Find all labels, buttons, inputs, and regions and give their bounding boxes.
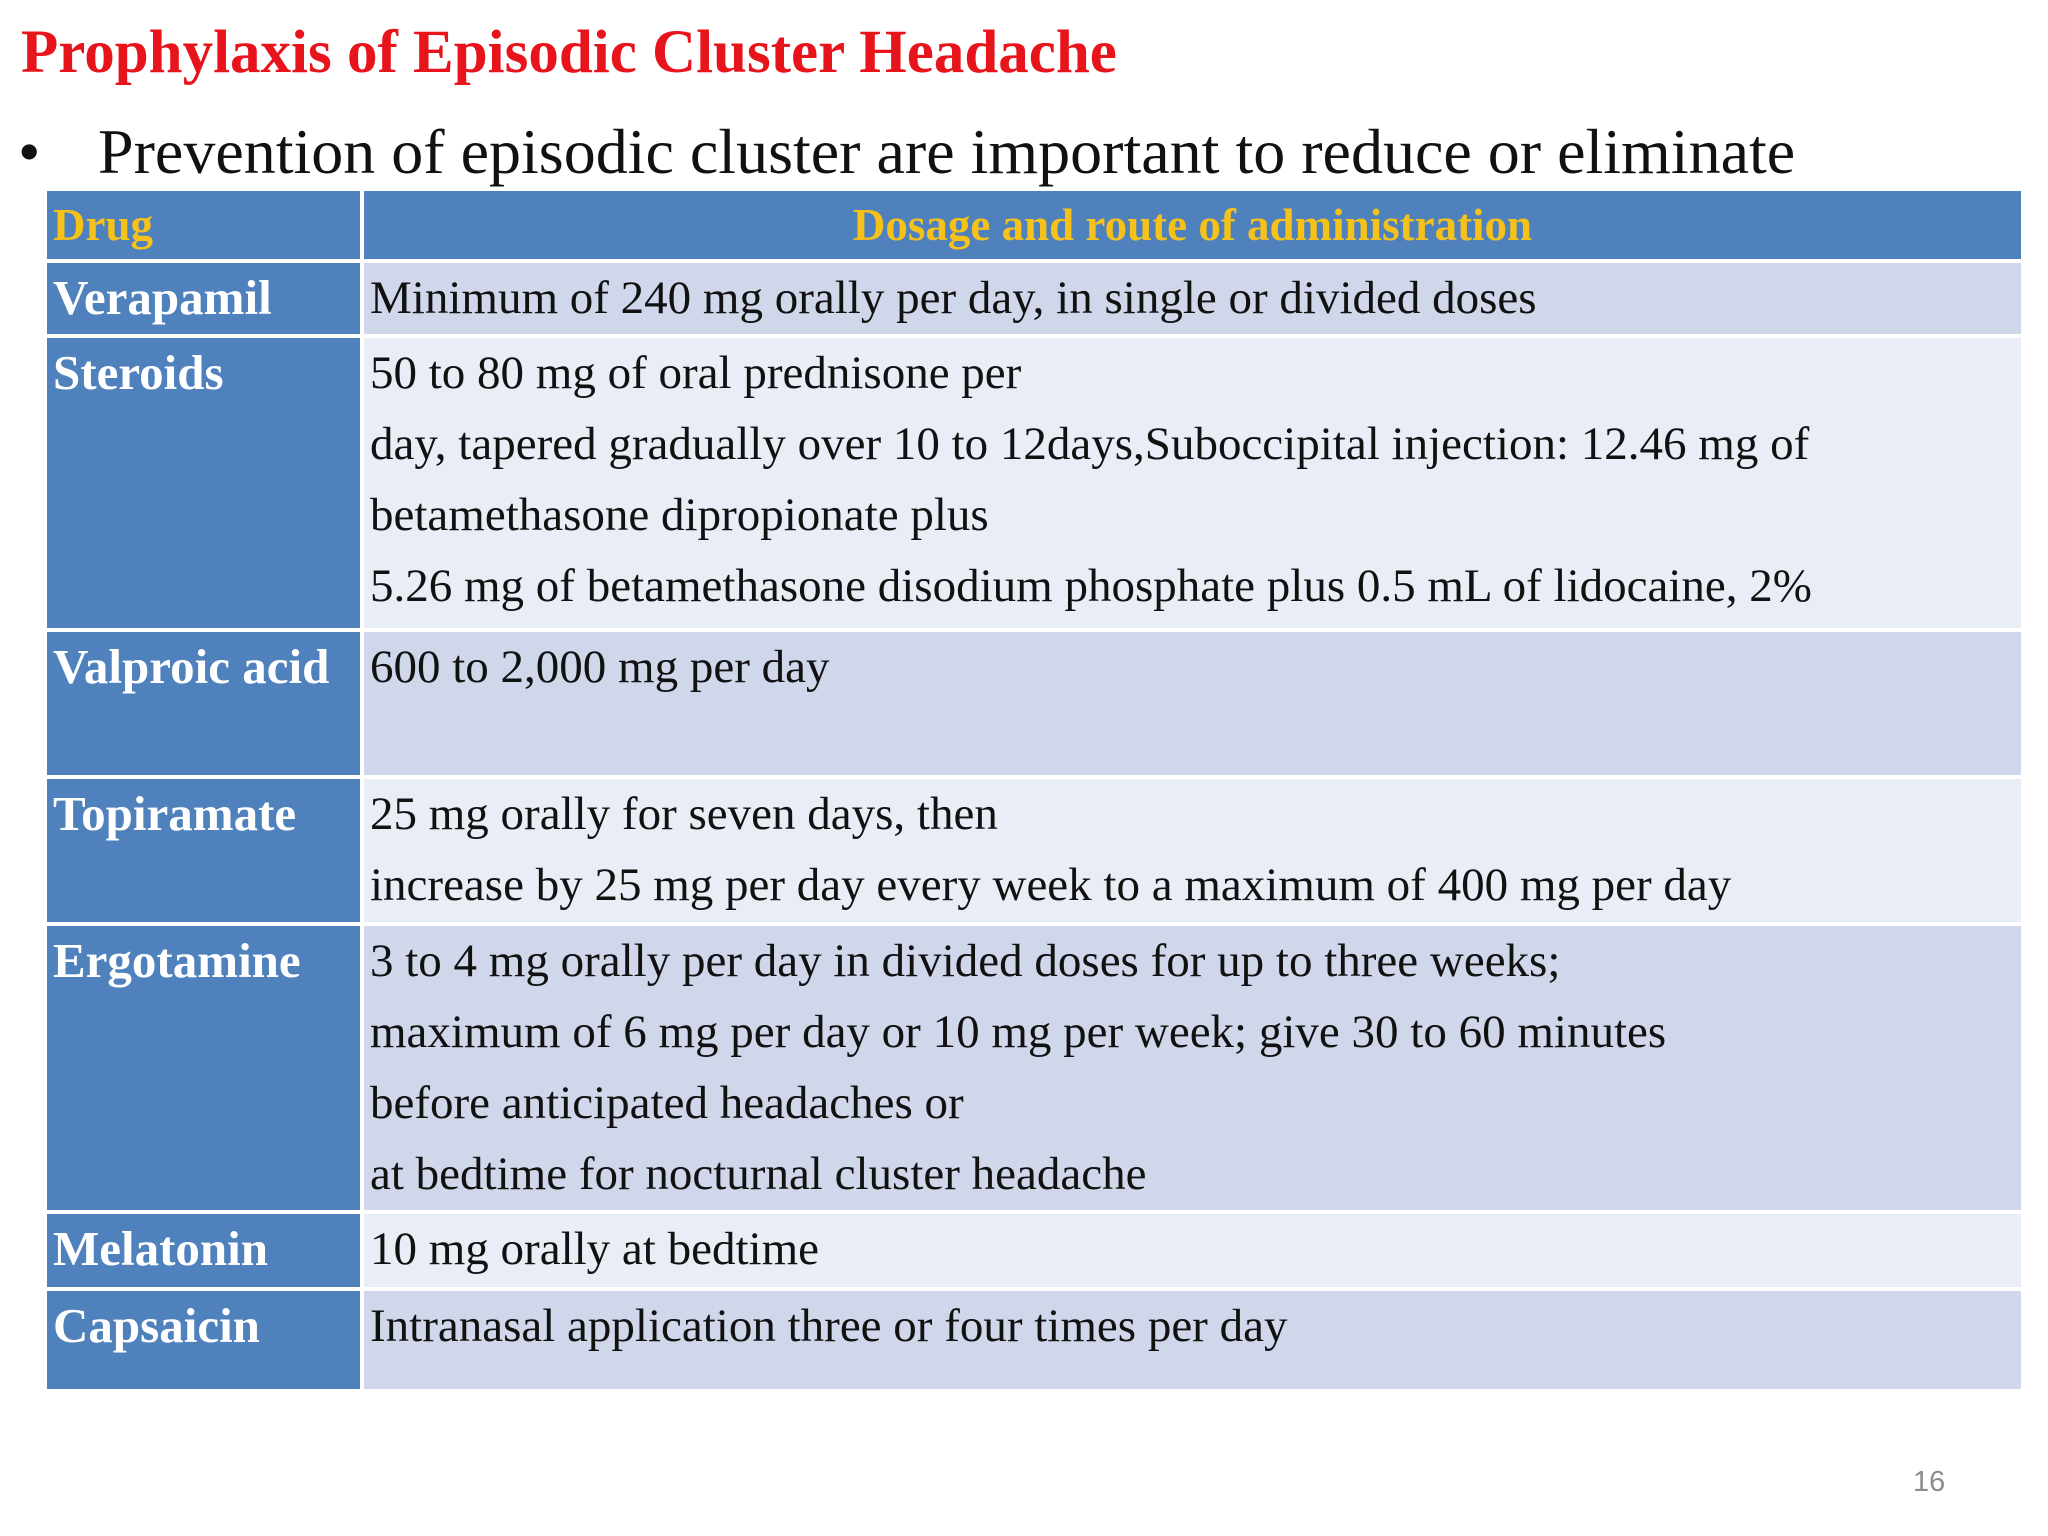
drug-name-cell: Topiramate bbox=[45, 777, 362, 924]
slide-title: Prophylaxis of Episodic Cluster Headache bbox=[21, 19, 1117, 86]
dosage-cell: 600 to 2,000 mg per day bbox=[362, 630, 2023, 777]
drug-name-cell: Valproic acid bbox=[45, 630, 362, 777]
dosage-cell: 3 to 4 mg orally per day in divided doses for up to three weeks; maximum of 6 mg per day or 10 mg per week; give 30 to 60 minutes before anticipated headaches or at bedtime for nocturnal cluster headache bbox=[362, 924, 2023, 1212]
dosage-cell: Minimum of 240 mg orally per day, in single or divided doses bbox=[362, 261, 2023, 336]
drug-name-cell: Verapamil bbox=[45, 261, 362, 336]
dosage-cell: 10 mg orally at bedtime bbox=[362, 1212, 2023, 1289]
bullet-item bbox=[18, 110, 1795, 194]
drug-name-cell: Capsaicin bbox=[45, 1289, 362, 1391]
dosage-cell: Intranasal application three or four times per day bbox=[362, 1289, 2023, 1391]
dosage-cell: 25 mg orally for seven days, then increase by 25 mg per day every week to a maximum of 400 mg per day bbox=[362, 777, 2023, 924]
header-drug: Drug bbox=[45, 189, 362, 261]
table-row-topiramate bbox=[45, 777, 2023, 924]
table-row-valproic-acid bbox=[45, 630, 2023, 777]
dosage-cell: 50 to 80 mg of oral prednisone per day, tapered gradually over 10 to 12days,Suboccipital injection: 12.46 mg of betamethasone dipropionate plus 5.26 mg of betamethasone disodium phosphate plus 0.5 mL of lidocaine, 2% bbox=[362, 336, 2023, 630]
drug-dosage-table bbox=[43, 187, 2025, 1393]
drug-name-cell: Ergotamine bbox=[45, 924, 362, 1212]
page-number: 16 bbox=[1913, 1466, 1946, 1498]
bullet-text: Prevention of episodic cluster are important to reduce or eliminate bbox=[98, 116, 1796, 187]
table-row-steroids bbox=[45, 336, 2023, 630]
table-row-verapamil bbox=[45, 261, 2023, 336]
drug-name-cell: Melatonin bbox=[45, 1212, 362, 1289]
table-row-capsaicin bbox=[45, 1289, 2023, 1391]
table-header-row bbox=[45, 189, 2023, 261]
header-dosage: Dosage and route of administration bbox=[362, 189, 2023, 261]
table-row-melatonin bbox=[45, 1212, 2023, 1289]
drug-name-cell: Steroids bbox=[45, 336, 362, 630]
bullet-icon: • bbox=[18, 116, 41, 187]
table-row-ergotamine bbox=[45, 924, 2023, 1212]
